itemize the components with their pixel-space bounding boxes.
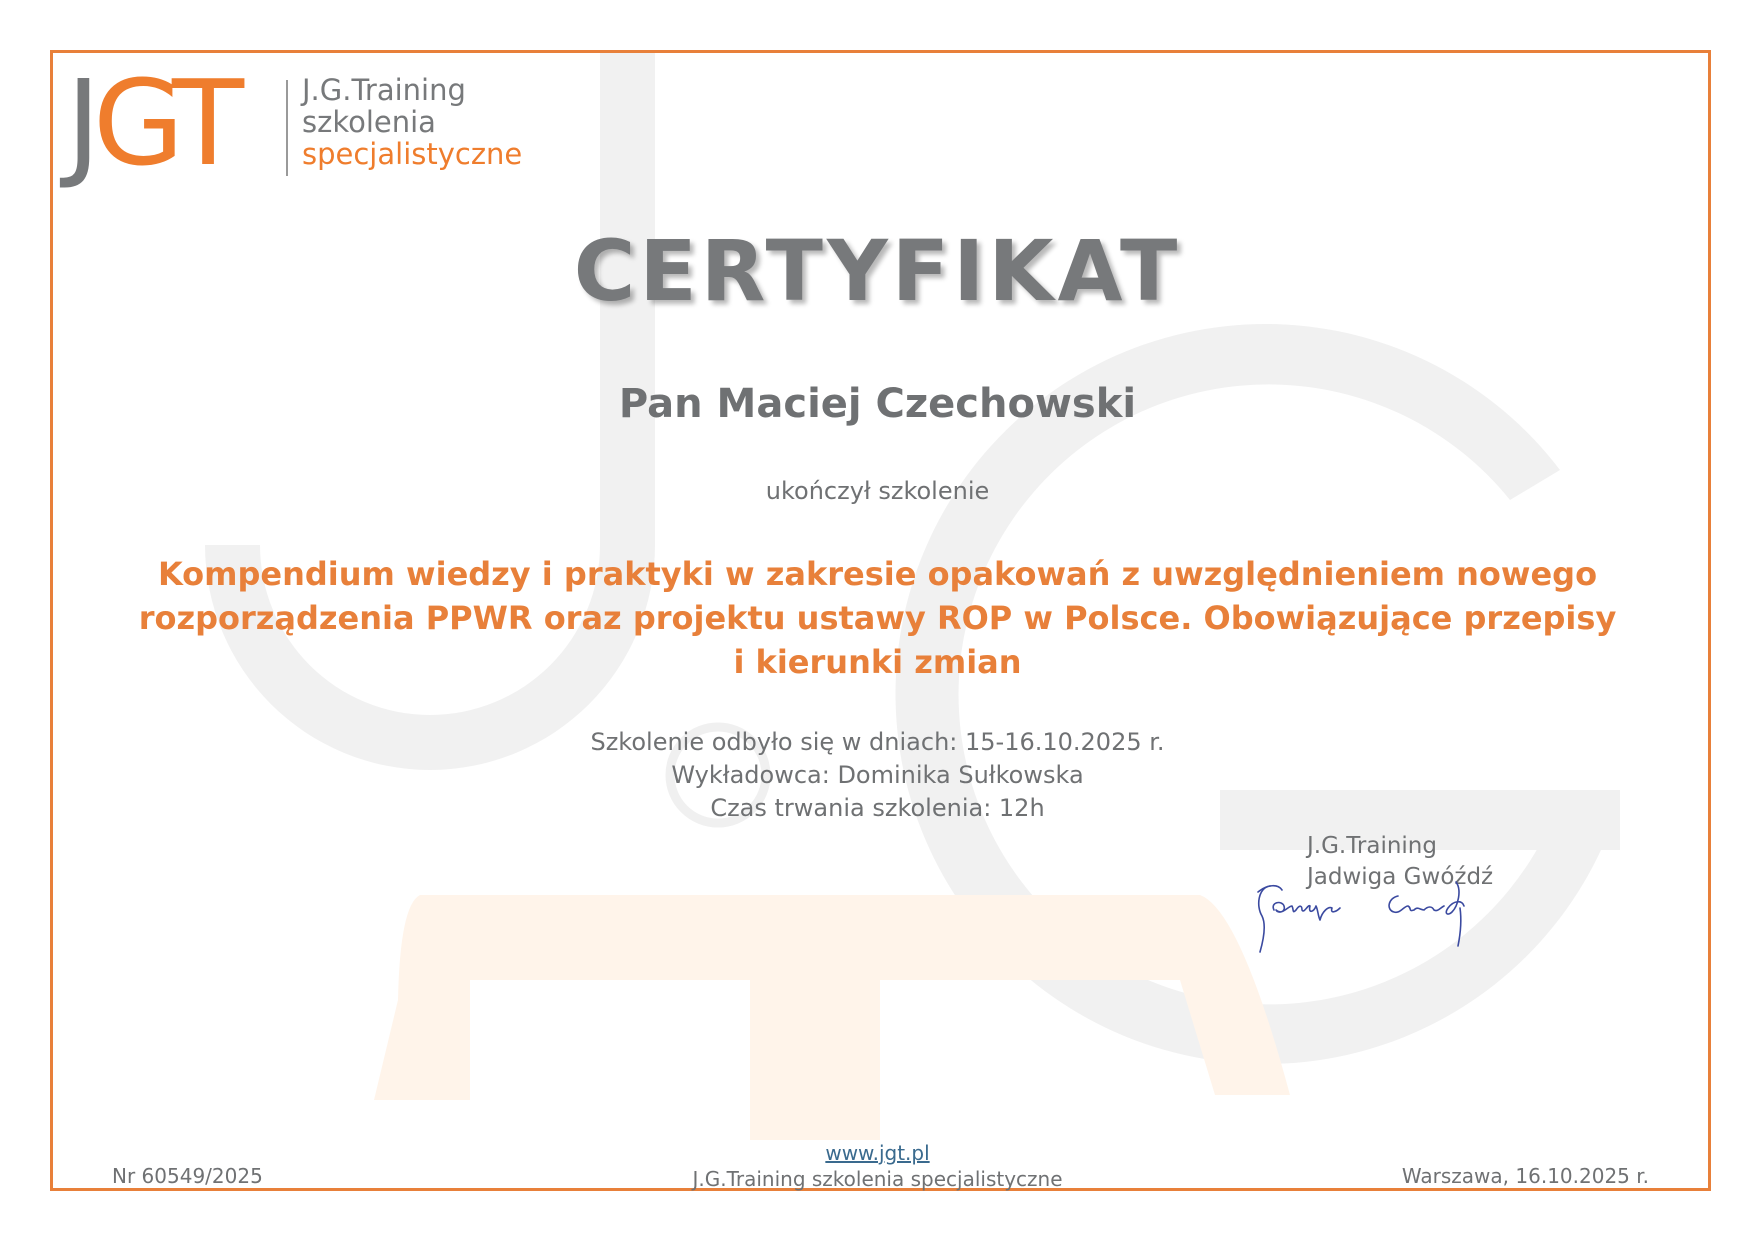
- logo-letter-t: T: [172, 54, 237, 192]
- signer-company: J.G.Training: [1307, 833, 1437, 859]
- course-title: [100, 552, 1655, 684]
- logo-tagline-2: specjalistyczne: [302, 137, 523, 171]
- logo-divider: [286, 80, 288, 176]
- completed-text: ukończył szkolenie: [765, 477, 990, 505]
- course-title-line: Kompendium wiedzy i praktyki w zakresie opakowań z uwzględnieniem nowego: [157, 555, 1598, 593]
- logo-text: [302, 74, 522, 170]
- logo-letter-j: J: [66, 54, 93, 192]
- course-dates: Szkolenie odbyło się w dniach: 15-16.10.2025 r.: [590, 728, 1165, 756]
- logo-monogram: [66, 54, 237, 192]
- course-duration: Czas trwania szkolenia: 12h: [710, 794, 1045, 822]
- signer-name: Jadwiga Gwóźdź: [1307, 864, 1494, 890]
- course-title-line: rozporządzenia PPWR oraz projektu ustawy ROP w Polsce. Obowiązujące przepisy: [138, 599, 1617, 637]
- course-title-line: i kierunki zmian: [733, 643, 1022, 681]
- company-logo: [66, 54, 586, 192]
- handwritten-signature: [1248, 876, 1488, 956]
- logo-company-name: J.G.Training: [302, 73, 466, 107]
- website-link[interactable]: www.jgt.pl: [825, 1141, 930, 1165]
- footer-company: J.G.Training szkolenia specjalistyczne: [692, 1167, 1063, 1191]
- logo-tagline-1: szkolenia: [302, 105, 436, 139]
- recipient-name: Pan Maciej Czechowski: [618, 381, 1137, 427]
- course-lecturer: Wykładowca: Dominika Sułkowska: [671, 761, 1084, 789]
- certificate-title: CERTYFIKAT: [573, 222, 1182, 320]
- logo-letter-g: G: [92, 54, 173, 192]
- certificate-number: Nr 60549/2025: [112, 1164, 263, 1188]
- course-details: [0, 726, 1755, 825]
- place-date: Warszawa, 16.10.2025 r.: [1401, 1164, 1649, 1188]
